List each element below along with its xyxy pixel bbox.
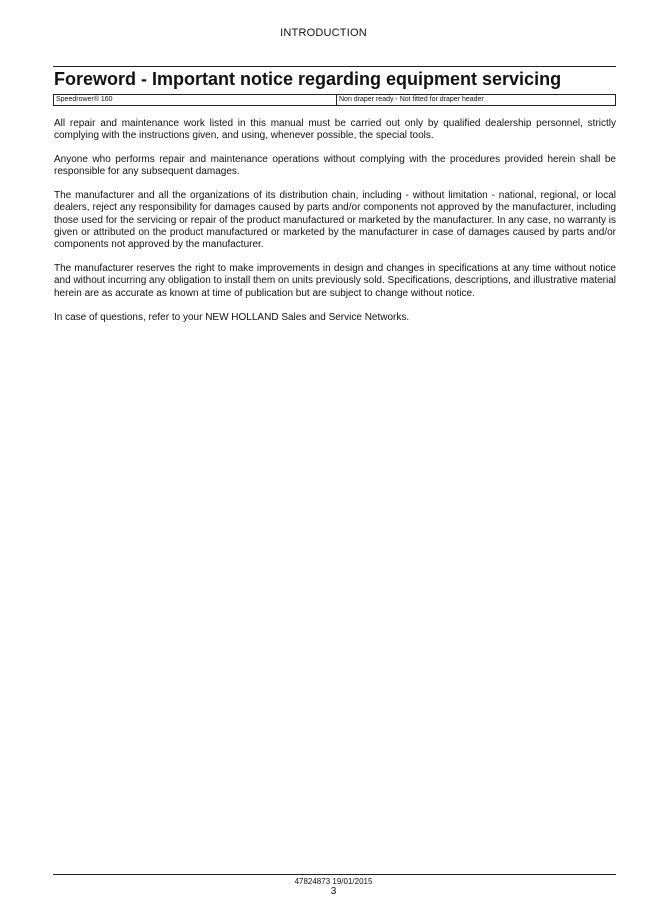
document-reference: 47824873 19/01/2015	[294, 877, 373, 886]
configuration-cell: Non draper ready - Not fitted for draper header	[339, 96, 484, 103]
info-bar	[53, 94, 616, 106]
section-header: INTRODUCTION	[280, 27, 367, 39]
model-cell: Speedrower® 160	[54, 95, 337, 105]
paragraph-4: The manufacturer reserves the right to make improvements in design and changes in specifications at any time without notice and without incurring any obligation to install them on units previously sold. Specifications, descriptions, and illustrative material herein are as accurate as known at time of publication but are subject to change without notice.	[54, 263, 616, 299]
body-text	[54, 118, 616, 335]
footer-rule	[53, 874, 616, 875]
page-number: 3	[330, 886, 337, 897]
paragraph-3: The manufacturer and all the organizations of its distribution chain, including - without limitation - national, regional, or local dealers, reject any responsibility for damages caused by parts and/or components not approved by the manufacturer, including those used for the servicing or repair of the product manufactured or marketed by the manufacturer. In any case, no warranty is given or attributed on the product manufactured or marketed by the manufacturer in case of damages caused by parts and/or components not approved by the manufacturer.	[54, 190, 616, 251]
page-title: Foreword - Important notice regarding equipment servicing	[54, 69, 562, 89]
paragraph-2: Anyone who performs repair and maintenance operations without complying with the procedures provided herein shall be responsible for any subsequent damages.	[54, 154, 616, 178]
paragraph-1: All repair and maintenance work listed in this manual must be carried out only by qualified dealership personnel, strictly complying with the instructions given, and using, whenever possible, the special tools.	[54, 118, 616, 142]
paragraph-5: In case of questions, refer to your NEW HOLLAND Sales and Service Networks.	[54, 311, 410, 323]
